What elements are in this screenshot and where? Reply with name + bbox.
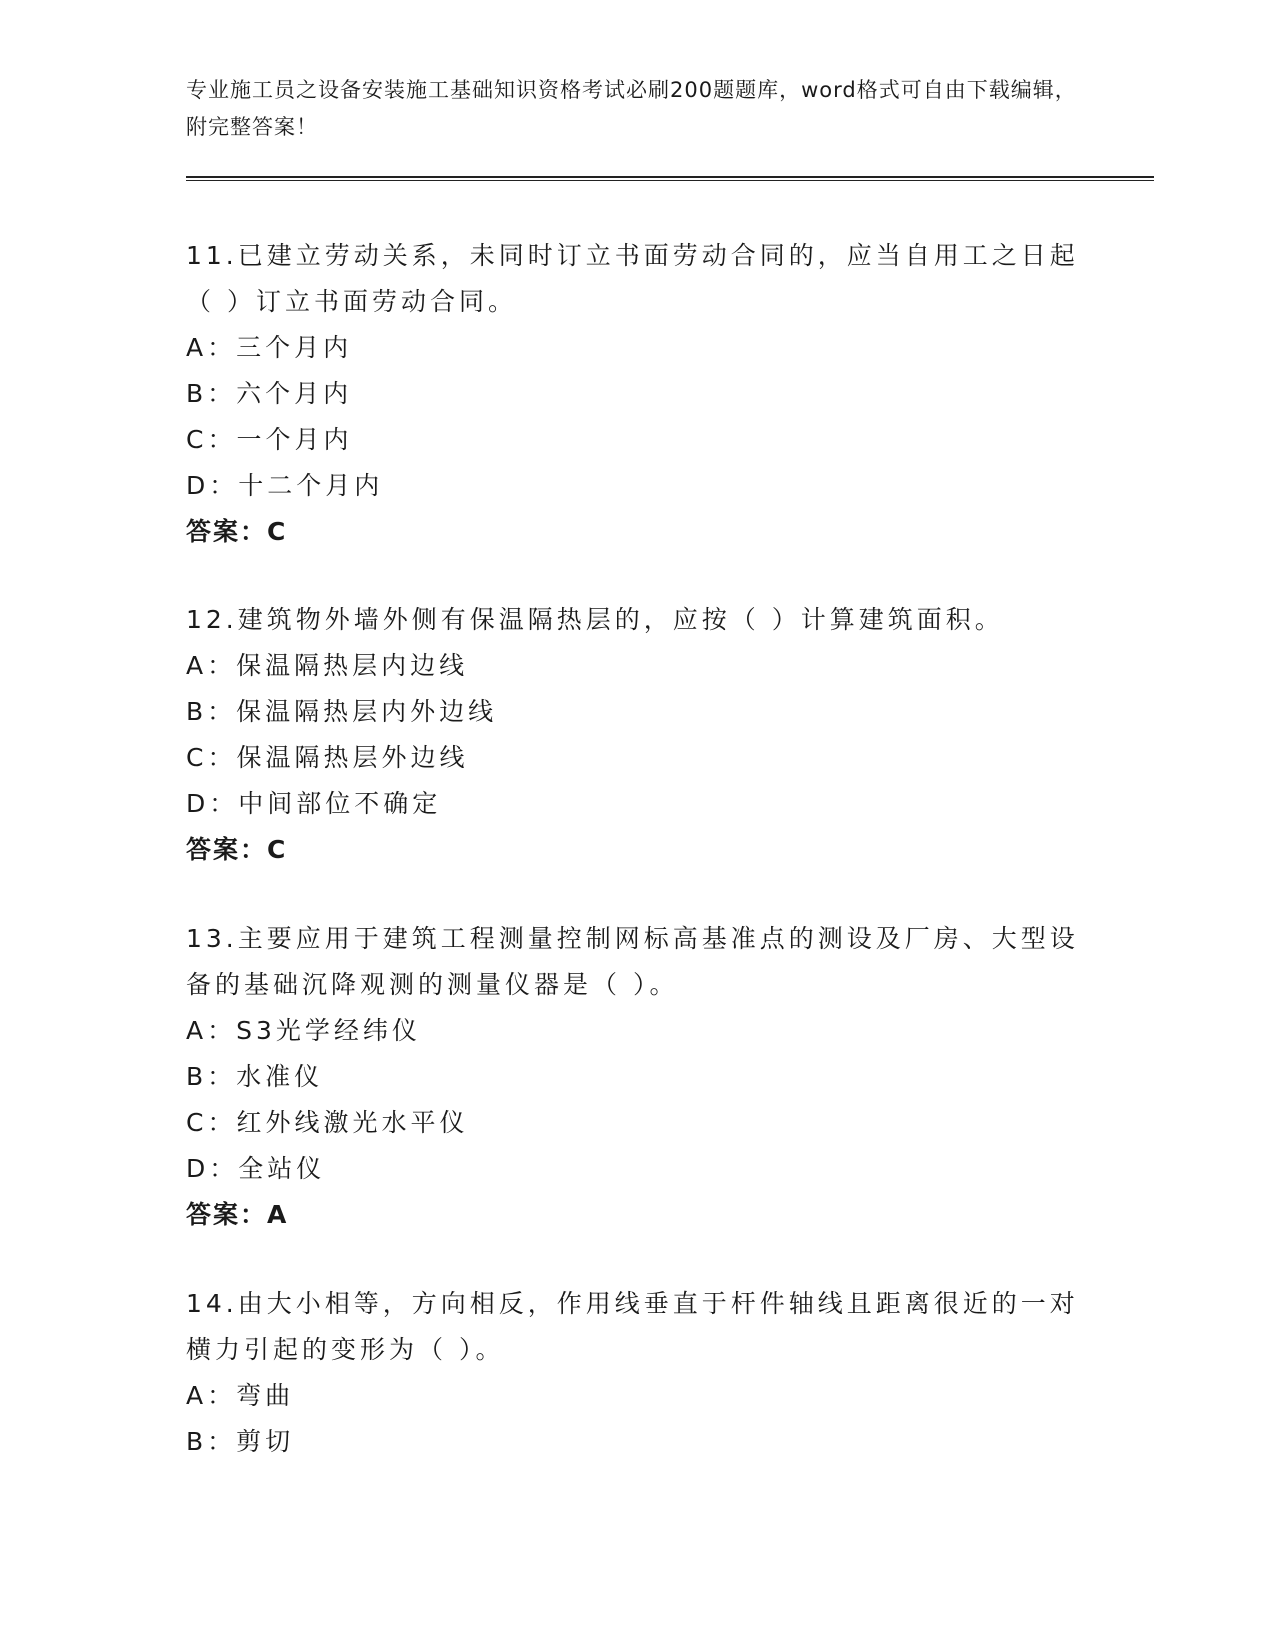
- question-14: [186, 1281, 1086, 1465]
- question-stem: 12.建筑物外墙外侧有保温隔热层的，应按（ ）计算建筑面积。: [186, 605, 1004, 634]
- option-d: D：中间部位不确定: [186, 789, 442, 818]
- question-12: [186, 597, 1086, 873]
- option-a: A：S3光学经纬仪: [186, 1016, 421, 1045]
- question-stem: 11.已建立劳动关系，未同时订立书面劳动合同的，应当自用工之日起（ ）订立书面劳动合同。: [186, 241, 1079, 316]
- option-c: C：红外线激光水平仪: [186, 1108, 469, 1137]
- option-b: B：六个月内: [186, 379, 353, 408]
- question-stem: 13.主要应用于建筑工程测量控制网标高基准点的测设及厂房、大型设备的基础沉降观测的测量仪器是（ ）。: [186, 924, 1079, 999]
- question-stem: 14.由大小相等，方向相反，作用线垂直于杆件轴线且距离很近的一对横力引起的变形为（ ）。: [186, 1289, 1079, 1364]
- question-11: [186, 233, 1086, 555]
- document-header: 专业施工员之设备安装施工基础知识资格考试必刷200题题库，word格式可自由下载编辑，附完整答案！: [186, 78, 1077, 139]
- option-a: A：弯曲: [186, 1381, 295, 1410]
- option-a: A：保温隔热层内边线: [186, 651, 469, 680]
- option-d: D：全站仪: [186, 1154, 326, 1183]
- option-b: B：水准仪: [186, 1062, 324, 1091]
- option-d: D：十二个月内: [186, 471, 384, 500]
- answer: 答案：A: [186, 1200, 289, 1229]
- option-b: B：保温隔热层内外边线: [186, 697, 498, 726]
- option-a: A：三个月内: [186, 333, 353, 362]
- option-b: B：剪切: [186, 1427, 295, 1456]
- header-divider: [186, 176, 1154, 181]
- answer: 答案：C: [186, 517, 288, 546]
- question-13: [186, 916, 1086, 1238]
- option-c: C：一个月内: [186, 425, 353, 454]
- option-c: C：保温隔热层外边线: [186, 743, 469, 772]
- answer: 答案：C: [186, 835, 288, 864]
